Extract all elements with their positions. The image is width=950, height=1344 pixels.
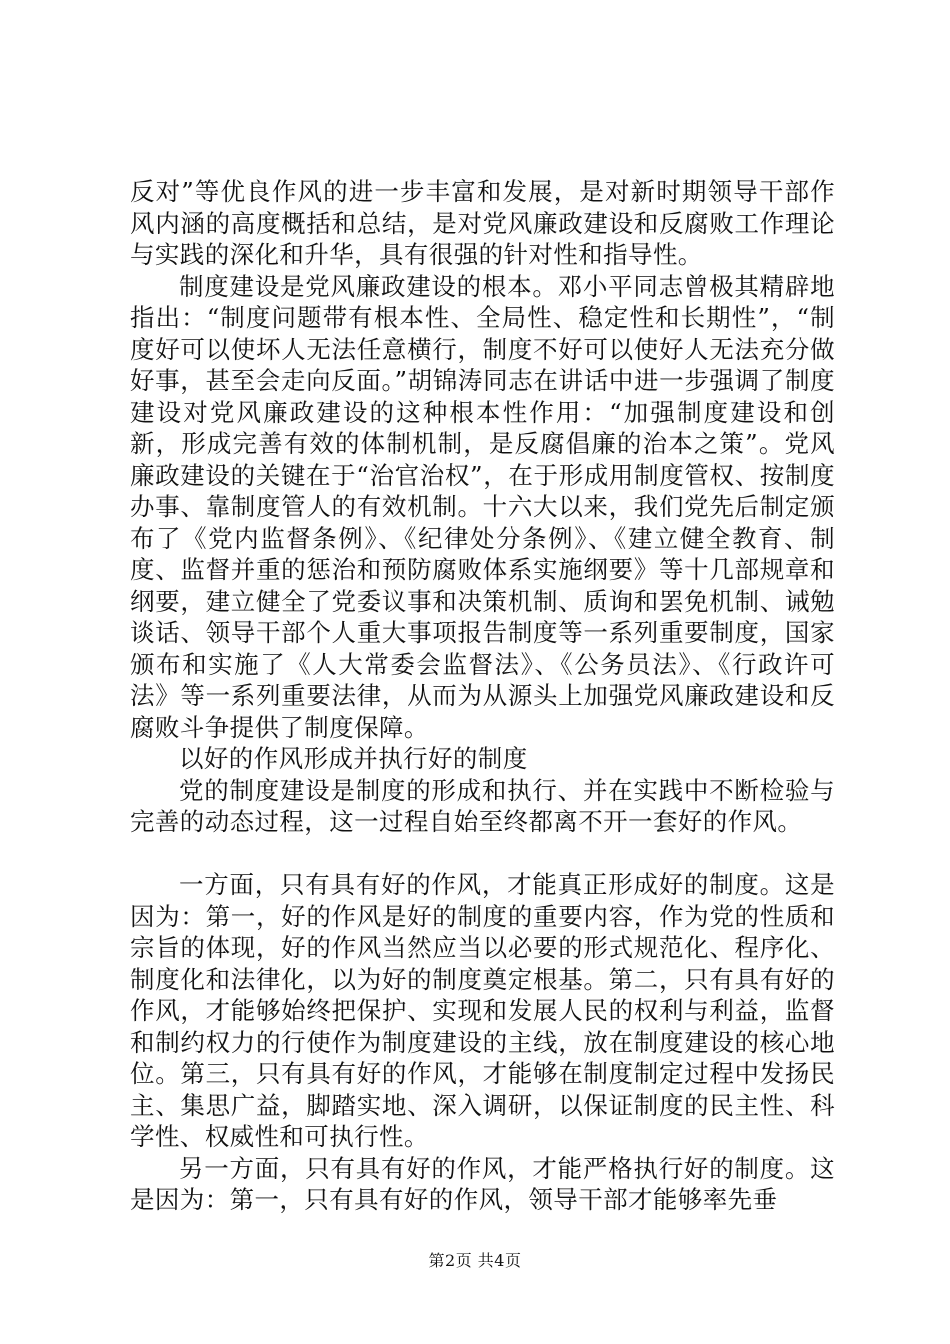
page-number-footer: 第2页 共4页 [428,1251,522,1270]
paragraph-on-one-hand: 一方面，只有具有好的作风，才能真正形成好的制度。这是因为：第一，好的作风是好的制度的重要内容，作为党的性质和宗旨的体现，好的作风当然应当以必要的形式规范化、程序化、制度化和法律化，以为好的制度奠定根基。第二，只有具有好的作风，才能够始终把保护、实现和发展人民的权利与利益，监督和制约权力的行使作为制度建设的主线，放在制度建设的核心地位。第三，只有具有好的作风，才能够在制度制定过程中发扬民主、集思广益，脚踏实地、深入调研，以保证制度的民主性、科学性、权威性和可执行性。 [130,870,835,1151]
paragraph-institution-building: 制度建设是党风廉政建设的根本。邓小平同志曾极其精辟地指出：“制度问题带有根本性、全局性、稳定性和长期性”，“制度好可以使坏人无法任意横行，制度不好可以使好人无法充分做好事，甚至会走向反面。”胡锦涛同志在讲话中进一步强调了制度建设对党风廉政建设的这种根本性作用：“加强制度建设和创新，形成完善有效的体制机制，是反腐倡廉的治本之策”。党风廉政建设的关键在于“治官治权”，在于形成用制度管权、按制度办事、靠制度管人的有效机制。十六大以来，我们党先后制定颁布了《党内监督条例》、《纪律处分条例》、《建立健全教育、制度、监督并重的惩治和预防腐败体系实施纲要》等十几部规章和纲要，建立健全了党委议事和决策机制、质询和罢免机制、诫勉谈话、领导干部个人重大事项报告制度等一系列重要制度，国家颁布和实施了《人大常委会监督法》、《公务员法》、《行政许可法》等一系列重要法律，从而为从源头上加强党风廉政建设和反腐败斗争提供了制度保障。 [130,271,835,742]
paragraph-on-other-hand: 另一方面，只有具有好的作风，才能严格执行好的制度。这是因为：第一，只有具有好的作风，领导干部才能够率先垂 [130,1153,835,1214]
section-heading: 以好的作风形成并执行好的制度 [179,744,528,773]
document-body [130,176,835,1216]
paragraph-continuation: 反对”等优良作风的进一步丰富和发展，是对新时期领导干部作风内涵的高度概括和总结，是对党风廉政建设和反腐败工作理论与实践的深化和升华，具有很强的针对性和指导性。 [130,177,835,269]
paragraph-dynamic-process: 党的制度建设是制度的形成和执行、并在实践中不断检验与完善的动态过程，这一过程自始至终都离不开一套好的作风。 [130,775,835,836]
blank-line [130,838,835,870]
